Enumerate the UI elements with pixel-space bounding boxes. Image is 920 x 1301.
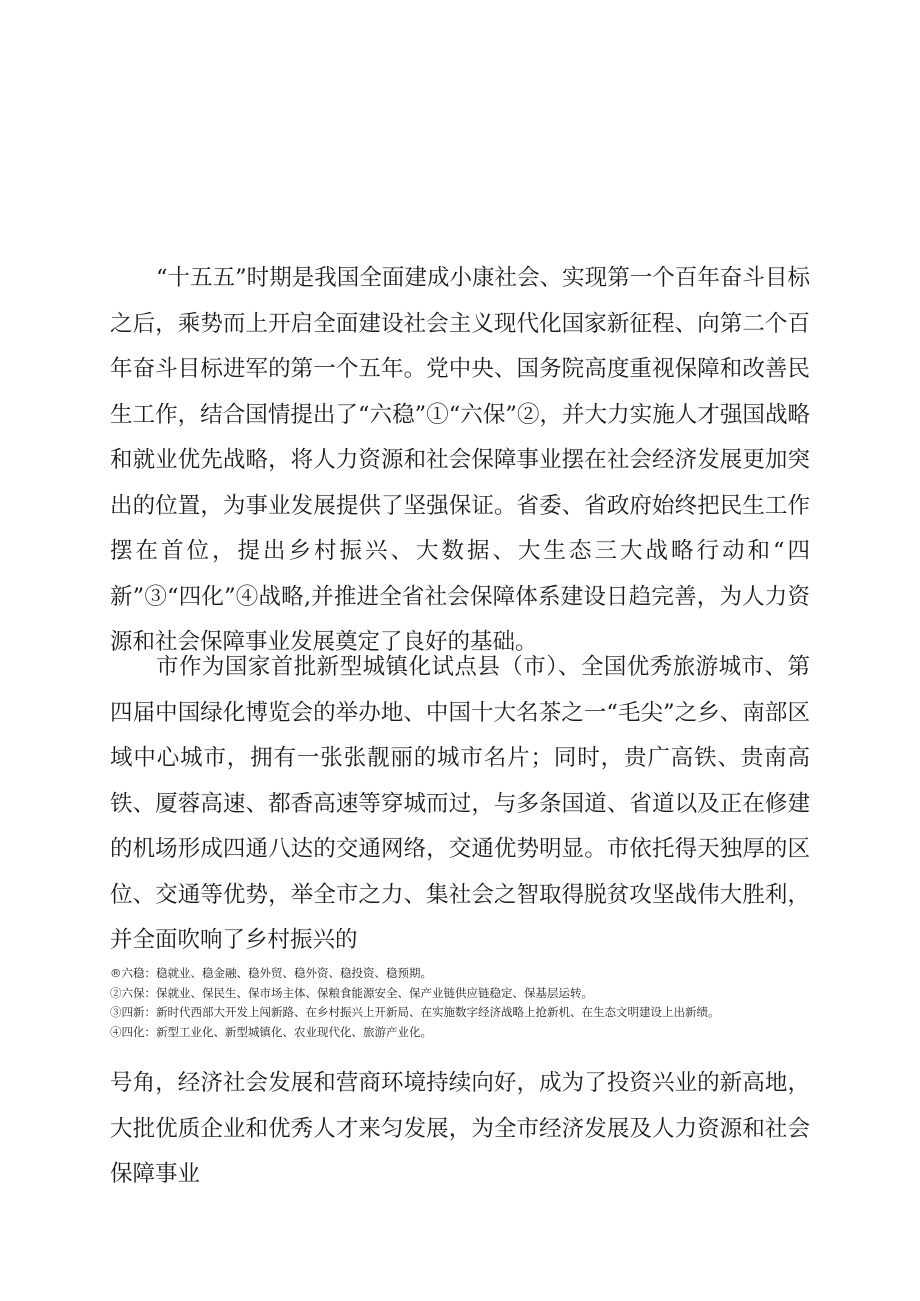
footnote-2: ②六保：保就业、保民生、保市场主体、保粮食能源安全、保产业链供应链稳定、保基层运转。 [110, 985, 593, 1000]
body-paragraph-2: 市作为国家首批新型城镇化试点县（市）、全国优秀旅游城市、第四届中国绿化博览会的举办地、中国十大名茶之一“毛尖”之乡、南部区域中心城市，拥有一张张靓丽的城市名片；同时，贵广高铁、贵南高铁、厦蓉高速、都香高速等穿城而过，与多条国道、省道以及正在修建的机场形成四通八达的交通网络，交通优势明显。市依托得天独厚的区位、交通等优势，举全市之力、集社会之智取得脱贫攻坚战伟大胜利，并全面吹响了乡村振兴的 [110, 654, 810, 953]
body-paragraph-1: “十五五”时期是我国全面建成小康社会、实现第一个百年奋斗目标之后，乘势而上开启全面建设社会主义现代化国家新征程、向第二个百年奋斗目标进军的第一个五年。党中央、国务院高度重视保障和改善民生工作，结合国情提出了“六稳”①“六保”②，并大力实施人才强国战略和就业优先战略，将人力资源和社会保障事业摆在社会经济发展更加突出的位置，为事业发展提供了坚强保证。省委、省政府始终把民生工作摆在首位，提出乡村振兴、大数据、大生态三大战略行动和“四新”③“四化”④战略,并推进全省社会保障体系建设日趋完善，为人力资源和社会保障事业发展奠定了良好的基础。 [110, 265, 810, 655]
footnote-1: ®六稳：稳就业、稳金融、稳外贸、稳外资、稳投资、稳预期。 [110, 966, 432, 980]
footnotes [110, 964, 830, 1042]
body-paragraph-3: 号角，经济社会发展和营商环境持续向好，成为了投资兴业的新高地，大批优质企业和优秀人才来匀发展，为全市经济发展及人力资源和社会保障事业 [110, 1070, 810, 1187]
footnote-4: ④四化：新型工业化、新型城镇化、农业现代化、旅游产业化。 [110, 1024, 432, 1039]
footnote-3: ③四新：新时代西部大开发上闯新路、在乡村振兴上开新局、在实施数字经济战略上抢新机、在生态文明建设上出新绩。 [110, 1005, 720, 1019]
